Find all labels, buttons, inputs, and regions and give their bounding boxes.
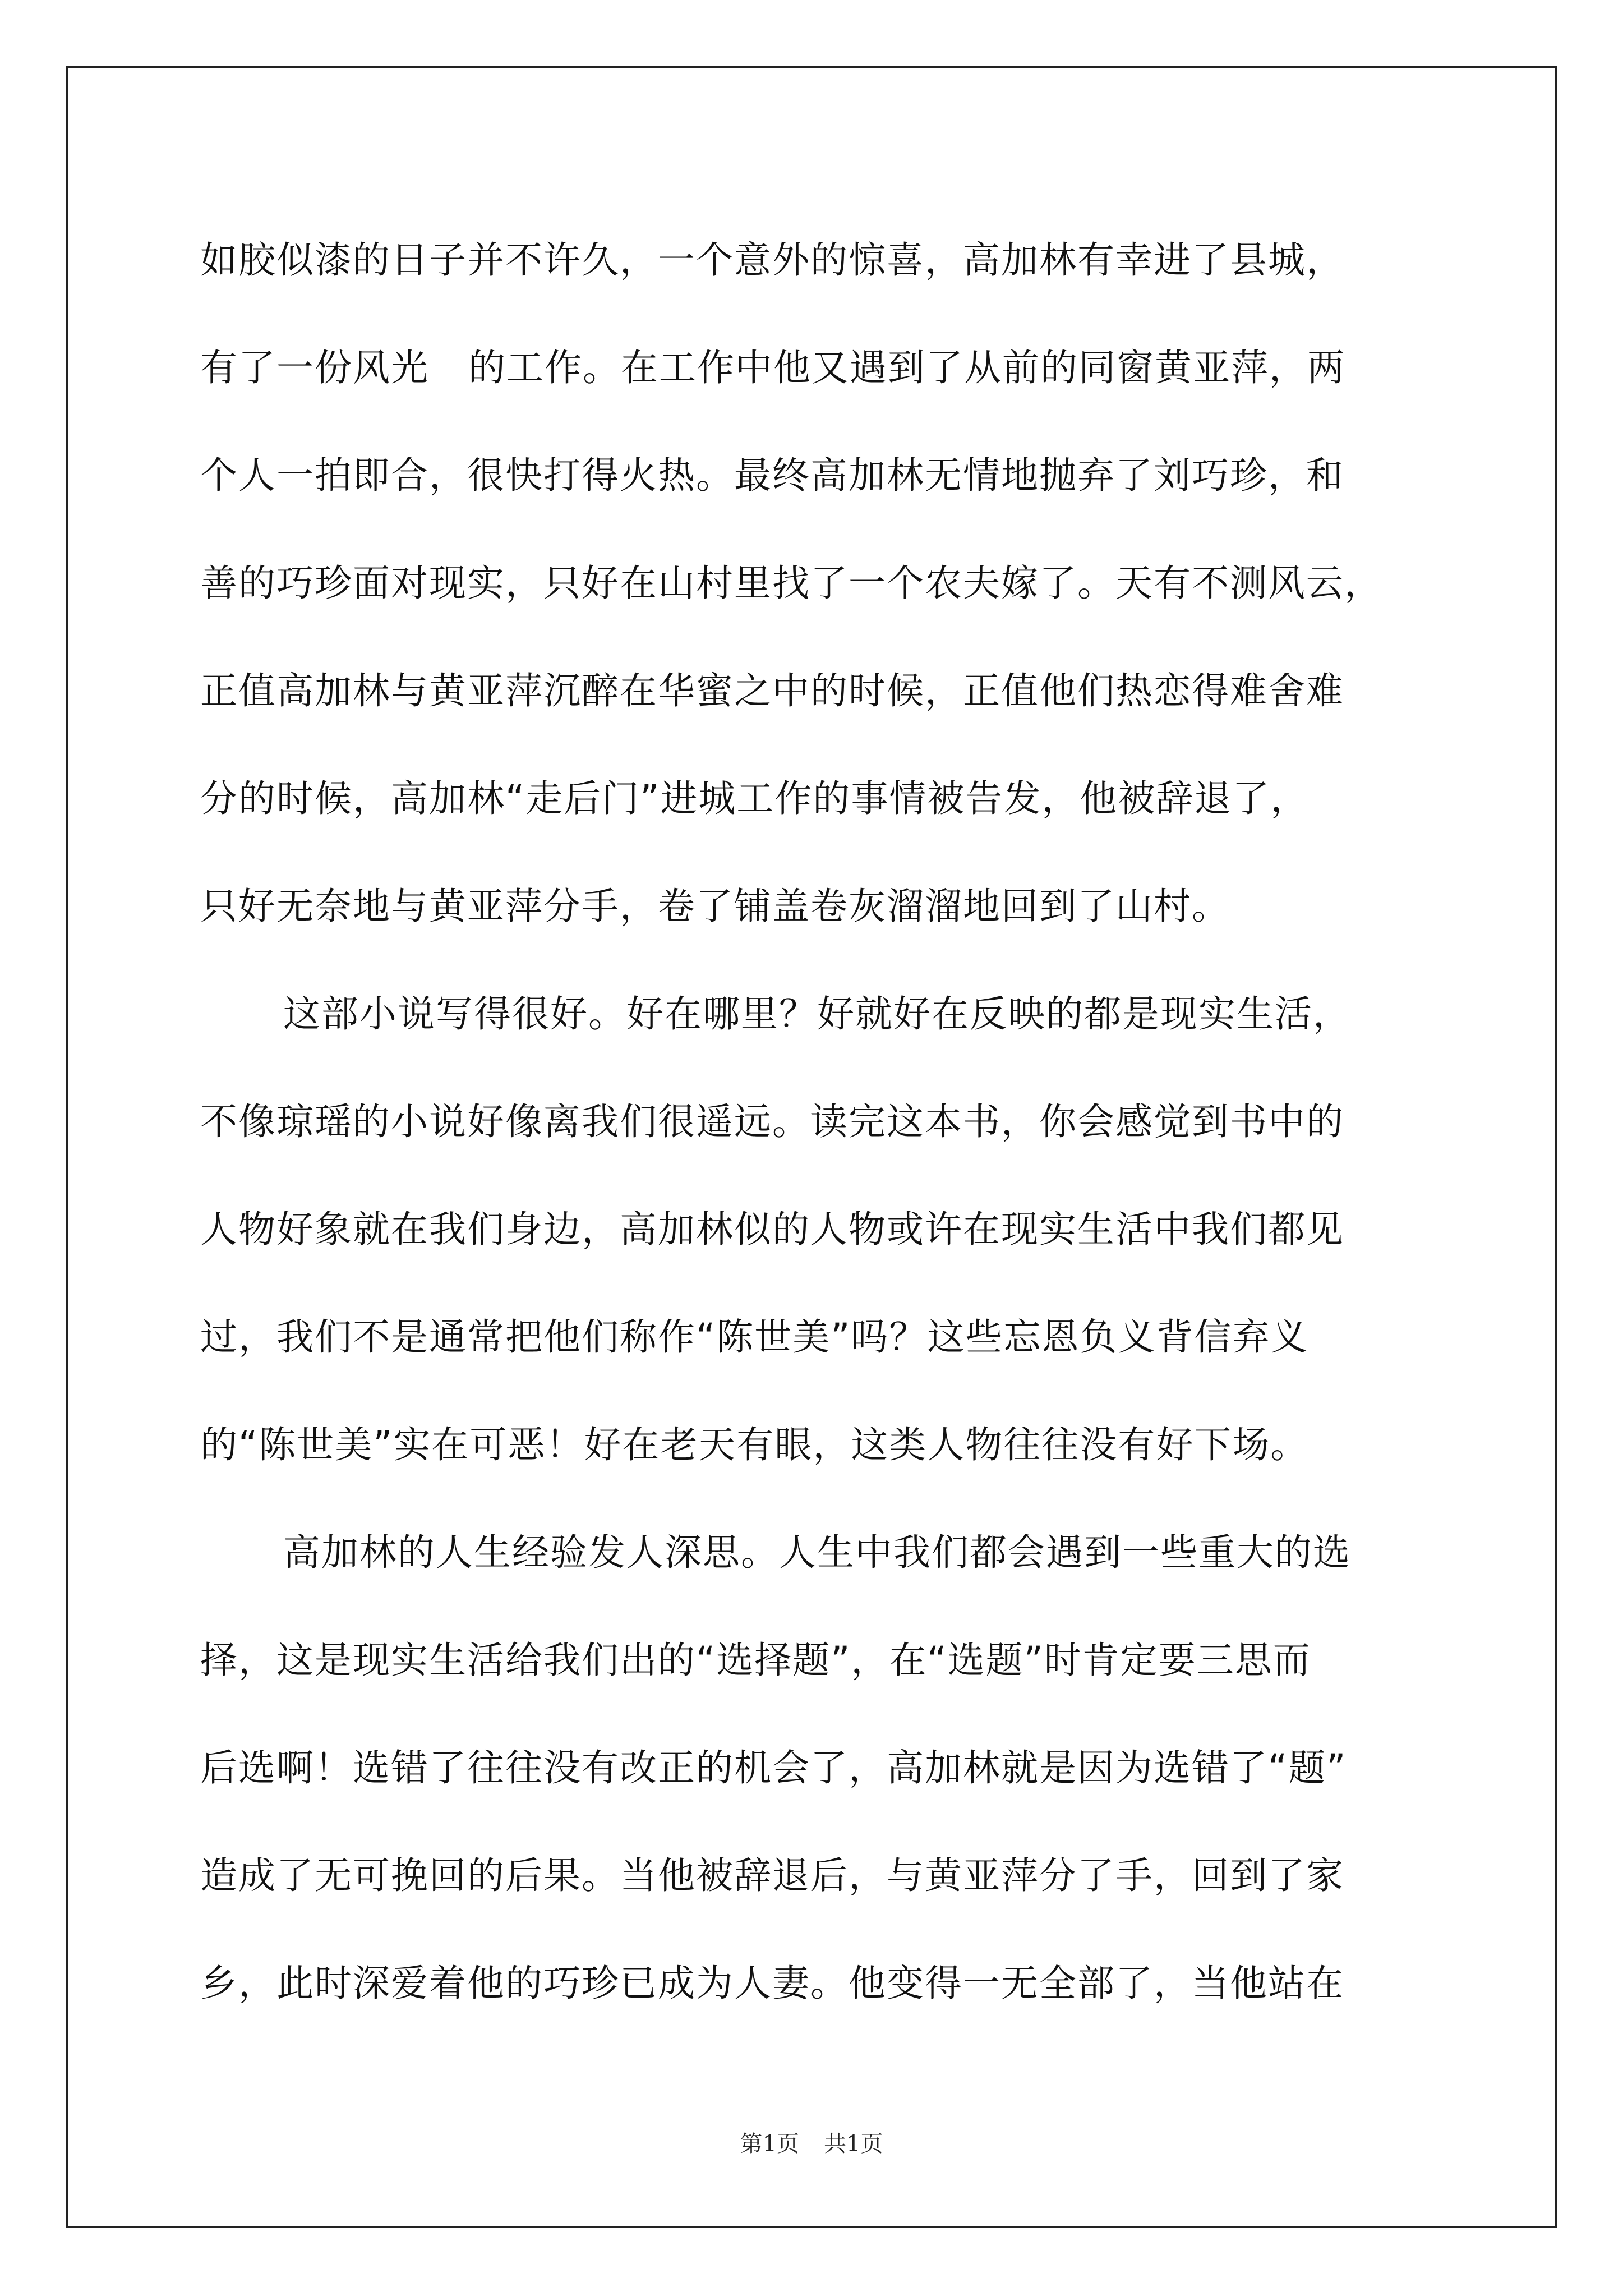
text-line-11: 过，我们不是通常把他们称作“陈世美”吗？这些忘恩负义背信弃义: [200, 1315, 1309, 1359]
text-line-8: 这部小说写得很好。好在哪里？好就好在反映的都是现实生活，: [283, 992, 1351, 1036]
text-line-1: 如胶似漆的日子并不许久，一个意外的惊喜，高加林有幸进了县城，: [200, 238, 1344, 282]
text-line-2-part-2: 的工作。在工作中他又遇到了从前的同窗黄亚萍，两: [468, 346, 1345, 389]
text-line-15: 后选啊！选错了往往没有改正的机会了，高加林就是因为选错了“题”: [200, 1746, 1347, 1789]
page-footer: [0, 2126, 1623, 2158]
text-line-9: 不像琼瑶的小说好像离我们很遥远。读完这本书，你会感觉到书中的: [200, 1100, 1344, 1143]
document-body: [200, 206, 1434, 2037]
page-number: 第1页: [740, 2131, 799, 2157]
text-line-6: 分的时候，高加林“走后门”进城工作的事情被告发，他被辞退了，: [200, 777, 1309, 820]
text-line-7: 只好无奈地与黄亚萍分手，卷了铺盖卷灰溜溜地回到了山村。: [200, 885, 1230, 928]
text-line-10: 人物好象就在我们身边，高加林似的人物或许在现实生活中我们都见: [200, 1208, 1344, 1251]
text-line-16: 造成了无可挽回的后果。当他被辞退后，与黄亚萍分了手，回到了家: [200, 1854, 1344, 1897]
text-line-2: [200, 314, 1434, 422]
text-line-3: 个人一拍即合，很快打得火热。最终高加林无情地抛弃了刘巧珍，和: [200, 454, 1344, 497]
text-line-2-part-1: 有了一份风光: [200, 346, 429, 389]
text-line-17: 乡，此时深爱着他的巧珍已成为人妻。他变得一无全部了，当他站在: [200, 1962, 1344, 2005]
text-line-4: 善的巧珍面对现实，只好在山村里找了一个农夫嫁了。天有不测风云，: [200, 562, 1382, 605]
text-line-5: 正值高加林与黄亚萍沉醉在华蜜之中的时候，正值他们热恋得难舍难: [200, 669, 1344, 712]
page-total: 共1页: [824, 2131, 883, 2157]
text-line-13: 高加林的人生经验发人深思。人生中我们都会遇到一些重大的选: [283, 1531, 1351, 1574]
text-line-14: 择，这是现实生活给我们出的“选择题”，在“选题”时肯定要三思而: [200, 1639, 1311, 1682]
text-line-12: 的“陈世美”实在可恶！好在老天有眼，这类人物往往没有好下场。: [200, 1423, 1309, 1466]
